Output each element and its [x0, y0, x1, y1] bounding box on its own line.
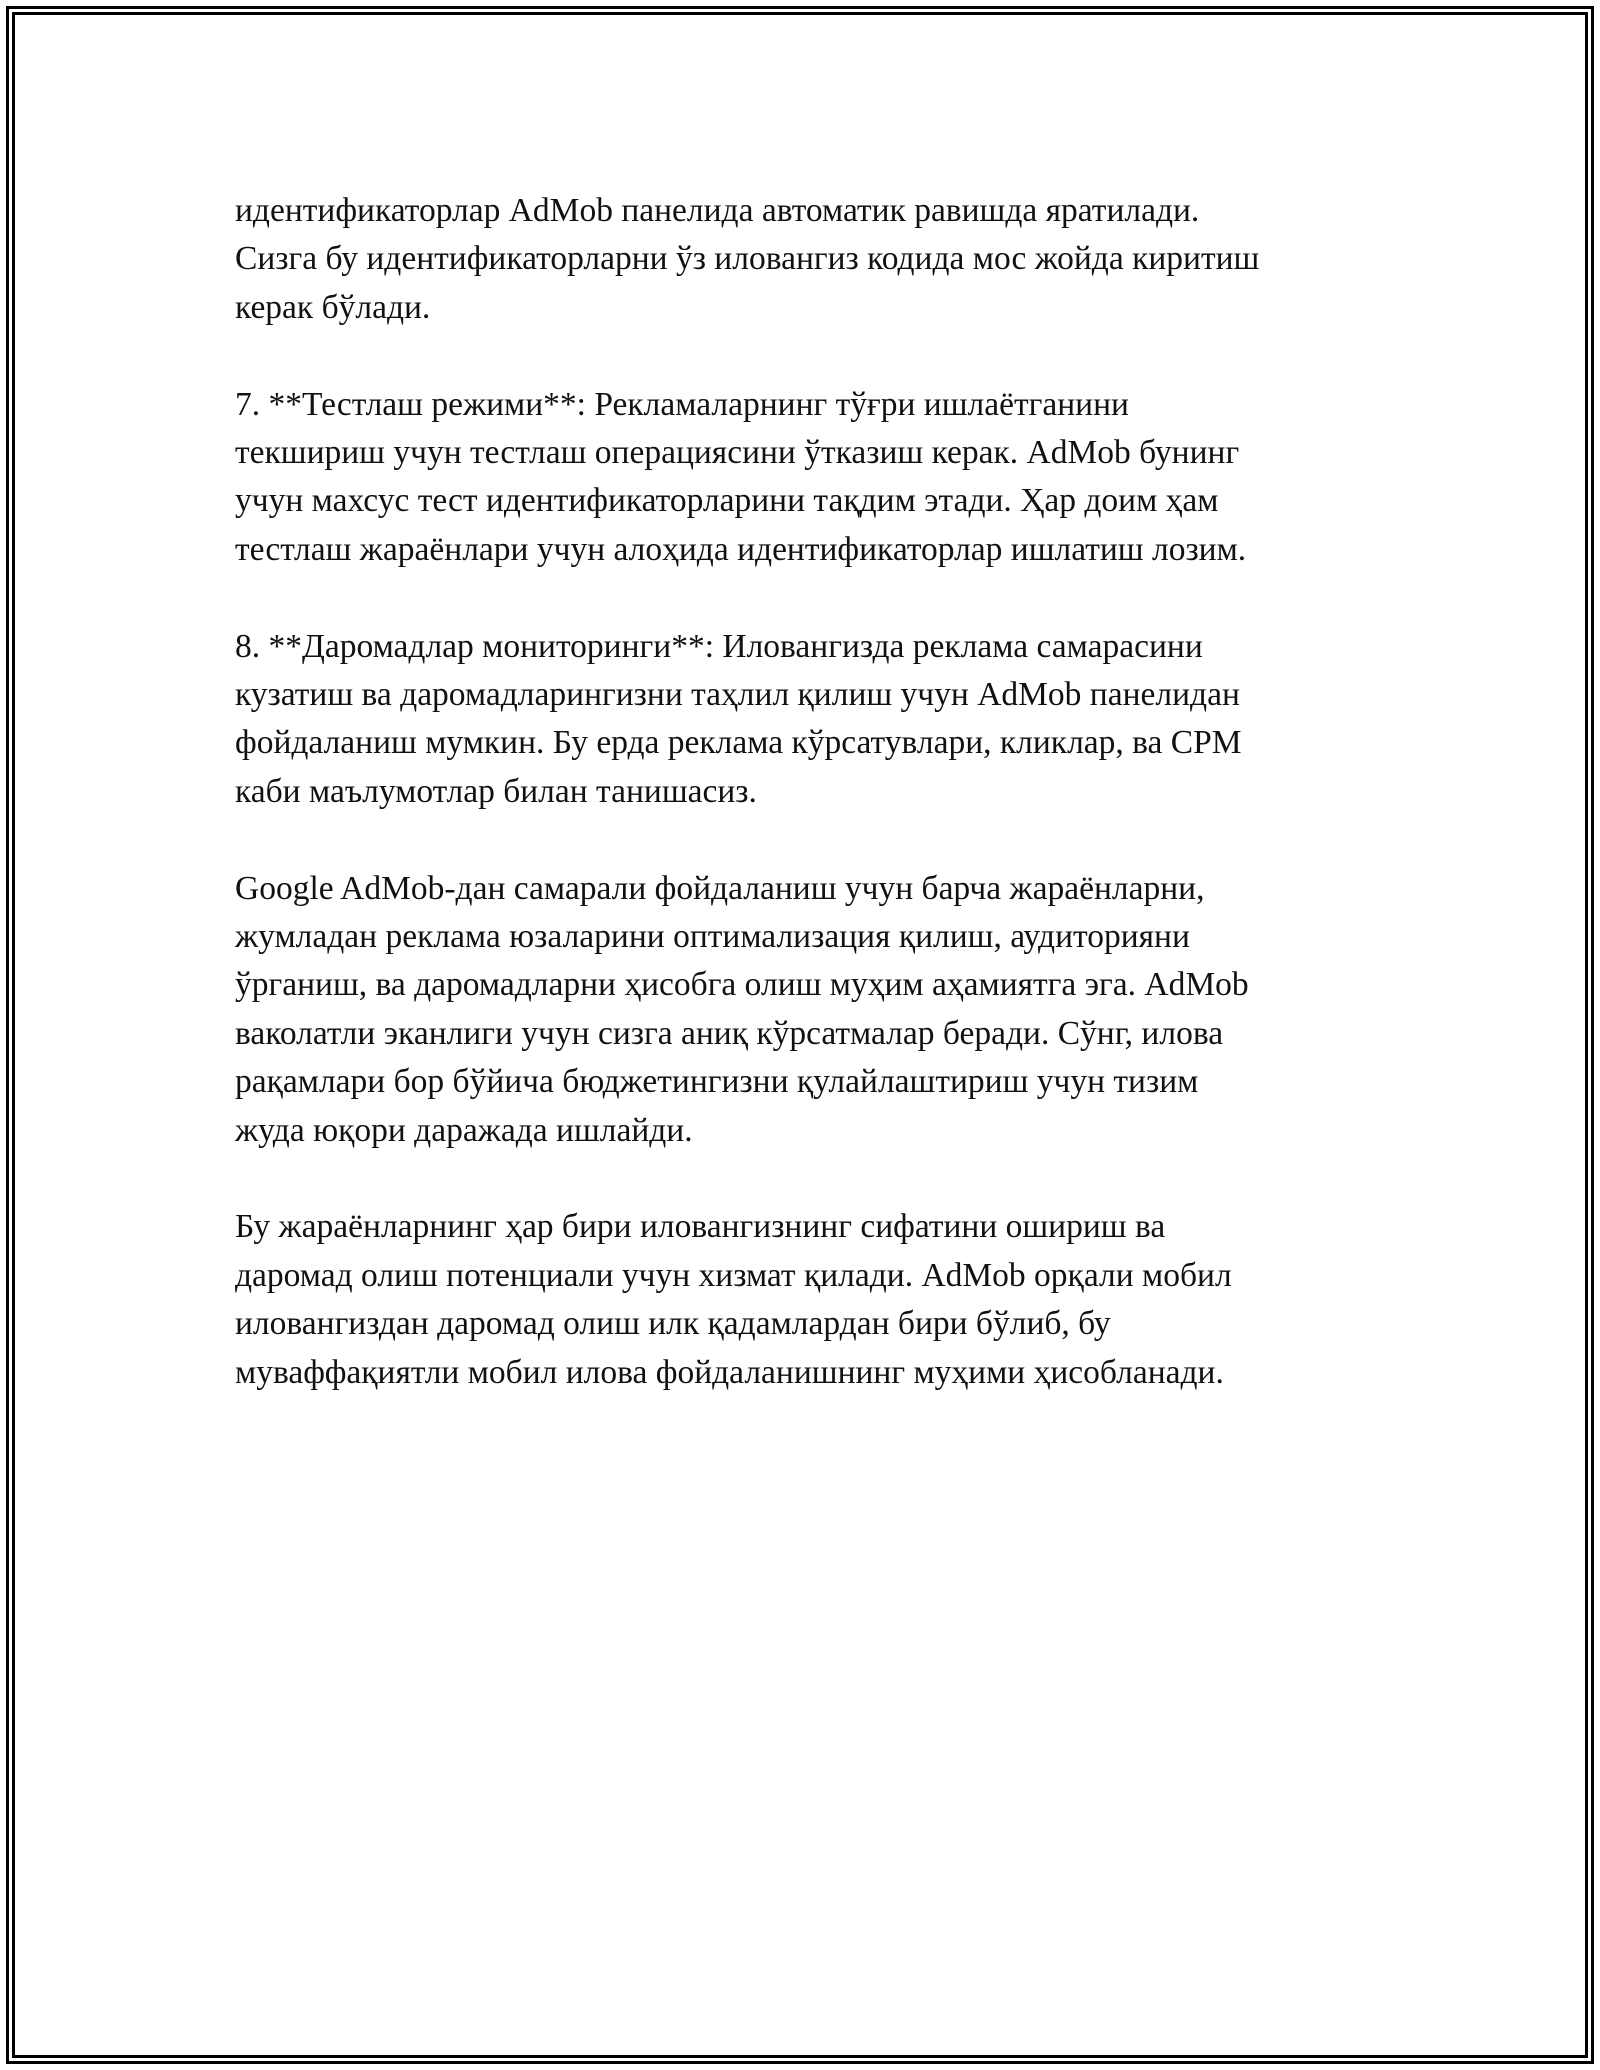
text-line: иловангиздан даромад олиш илк қадамлардан бири бўлиб, бу	[235, 1305, 1111, 1343]
paragraph-revenue-monitoring	[235, 623, 1405, 817]
text-line: жуда юқори даражада ишлайди.	[235, 1111, 693, 1149]
text-line: Сизга бу идентификаторларни ўз иловангиз кодида мос жойда киритиш	[235, 240, 1260, 278]
text-line: каби маълумотлар билан танишасиз.	[235, 772, 757, 810]
text-line: учун махсус тест идентификаторларини тақдим этади. Ҳар доим ҳам	[235, 482, 1219, 520]
document-body	[235, 187, 1405, 1445]
text-line: керак бўлади.	[235, 288, 431, 326]
text-line: тестлаш жараёнлари учун алоҳида идентификаторлар ишлатиш лозим.	[235, 530, 1247, 568]
paragraph-test-mode	[235, 381, 1405, 575]
text-line: рақамлари бор бўйича бюджетингизни қулайлаштириш учун тизим	[235, 1063, 1199, 1101]
text-line: ўрганиш, ва даромадларни ҳисобга олиш муҳим аҳамиятга эга. AdMob	[235, 966, 1249, 1004]
text-line: муваффақиятли мобил илова фойдаланишнинг муҳими ҳисобланади.	[235, 1353, 1224, 1391]
text-line: текшириш учун тестлаш операциясини ўтказиш керак. AdMob бунинг	[235, 434, 1240, 472]
text-line: даромад олиш потенциали учун хизмат қилади. AdMob орқали мобил	[235, 1256, 1232, 1294]
paragraph-admob-usage	[235, 865, 1405, 1155]
text-line: идентификаторлар AdMob панелида автоматик равишда яратилади.	[235, 192, 1200, 229]
text-line: кузатиш ва даромадларингизни таҳлил қилиш учун AdMob панелидан	[235, 676, 1240, 714]
text-line: 8. **Даромадлар мониторинги**: Иловангизда реклама самарасини	[235, 627, 1203, 665]
paragraph-identifiers	[235, 187, 1405, 332]
text-line: ваколатли эканлиги учун сизга аниқ кўрсатмалар беради. Сўнг, илова	[235, 1014, 1224, 1052]
text-line: 7. **Тестлаш режими**: Рекламаларнинг тўғри ишлаётганини	[235, 385, 1129, 423]
text-line: фойдаланиш мумкин. Бу ерда реклама кўрсатувлари, кликлар, ва CPM	[235, 724, 1242, 762]
text-line: Google AdMob-дан самарали фойдаланиш учун барча жараёнларни,	[235, 869, 1205, 907]
text-line: жумладан реклама юзаларини оптимализация қилиш, аудиторияни	[235, 918, 1190, 956]
paragraph-conclusion	[235, 1203, 1405, 1397]
text-line: Бу жараёнларнинг ҳар бири иловангизнинг сифатини ошириш ва	[235, 1208, 1166, 1246]
